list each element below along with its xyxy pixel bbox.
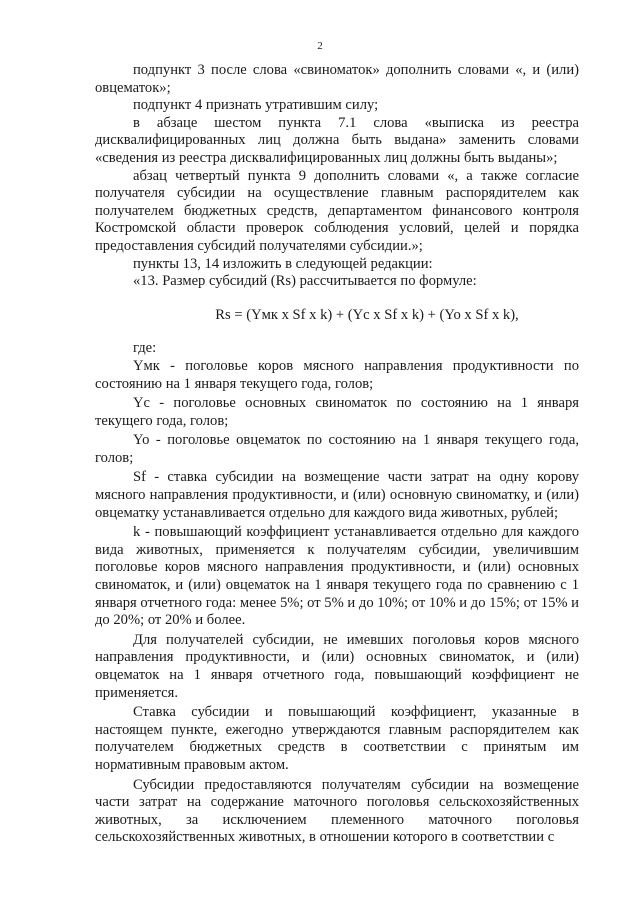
paragraph-points-13-14: пункты 13, 14 изложить в следующей редакции:	[133, 255, 433, 272]
paragraph-subpoint-3: подпункт 3 после слова «свиноматок» дополнить словами «, и (или) овцематок»;	[95, 62, 579, 96]
paragraph-point-7-1: в абзаце шестом пункта 7.1 слова «выписка из реестра дисквалифицированных лиц должна быть выдана» заменить словами «сведения из реестра дисквалифицированных лиц должны быть выданы»;	[95, 114, 579, 166]
definition-k: k - повышающий коэффициент устанавливается отдельно для каждого вида животных, применяется к получателям субсидии, увеличившим поголовье коров мясного направления продуктивности, и (или) основных свиноматок, и (или) овцематок на 1 января текущего года по сравнению с 1 января отчетного года: менее 5%; от 5% и до 10%; от 10% и до 15%; от 15% и до 20%; от 20% и более.	[95, 524, 579, 629]
formula: Rs = (Yмк x Sf x k) + (Yc x Sf x k) + (Yo x Sf x k),	[215, 306, 519, 323]
paragraph-point-9: абзац четвертый пункта 9 дополнить словами «, а также согласие получателя субсидии на осуществление главным распорядителем как получателем бюджетных средств, департаментом финансового контроля Костромской области проверок соблюдения условий, целей и порядка предоставления субсидий получателями субсидии.»;	[95, 167, 579, 254]
paragraph-subsidies-provided: Субсидии предоставляются получателям субсидии на возмещение части затрат на содержание маточного поголовья сельскохозяйственных животных, за исключением племенного маточного поголовья сельскохозяйственных животных, в отношении которого в соответствии с	[95, 776, 579, 846]
paragraph-point-13-intro: «13. Размер субсидий (Rs) рассчитывается по формуле:	[133, 273, 477, 290]
definition-sf: Sf - ставка субсидии на возмещение части затрат на одну корову мясного направления продуктивности, и (или) основную свиноматку, и (или) овцематку устанавливается отдельно для каждого вида животных, рублей;	[95, 469, 579, 521]
paragraph-rate-approval: Ставка субсидии и повышающий коэффициент, указанные в настоящем пункте, ежегодно утверждаются главным распорядителем как получателем бюджетных средств в соответствии с принятым им нормативным правовым актом.	[95, 704, 579, 773]
paragraph-no-livestock: Для получателей субсидии, не имевших поголовья коров мясного направления продуктивности, и (или) основных свиноматок, и (или) овцематок на 1 января отчетного года, повышающий коэффициент не применяется.	[95, 631, 579, 701]
definition-yo: Yo - поголовье овцематок по состоянию на 1 января текущего года, голов;	[95, 432, 579, 466]
definition-yc: Yc - поголовье основных свиноматок по состоянию на 1 января текущего года, голов;	[95, 395, 579, 429]
page-number: 2	[317, 40, 323, 52]
paragraph-subpoint-4: подпункт 4 признать утратившим силу;	[133, 97, 379, 114]
document-body	[95, 62, 579, 847]
definition-ymk: Yмк - поголовье коров мясного направления продуктивности по состоянию на 1 января текущего года, голов;	[95, 357, 579, 392]
where-label: где:	[133, 340, 157, 357]
